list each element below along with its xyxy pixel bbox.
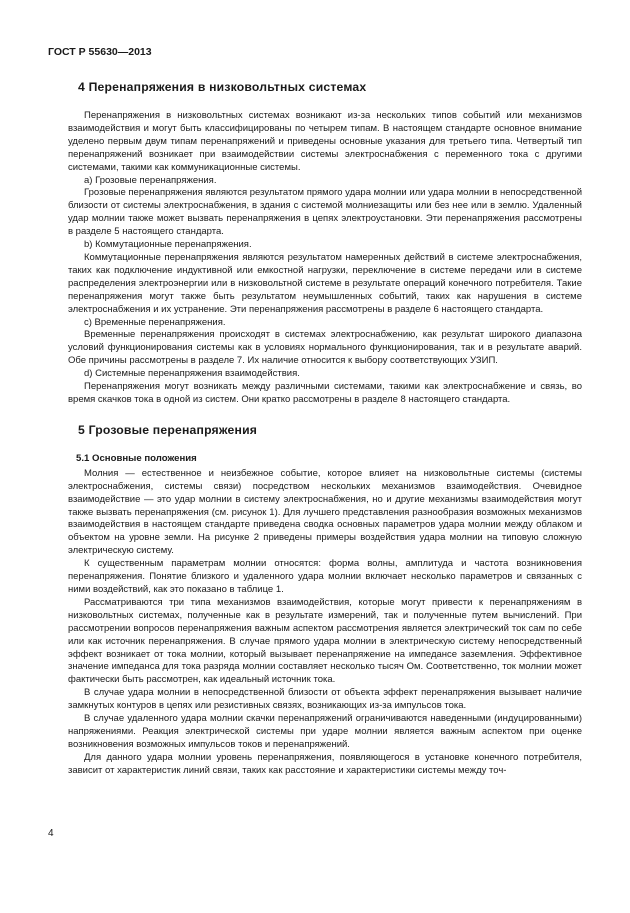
subsection-5-1-title: 5.1 Основные положения: [76, 452, 197, 464]
standard-code: ГОСТ Р 55630—2013: [48, 46, 152, 58]
paragraph: В случае удара молнии в непосредственной близости от объекта эффект перенапряжения вызывает наличие замкнутых контуров в цепях или резистивных связях, возникающих из-за импульсов тока.: [68, 687, 582, 712]
paragraph: В случае удаленного удара молнии скачки перенапряжений ограничиваются наведенными (индуцированными) напряжениями. Реакция электрической системы при ударе молнии является важным аспектом при оценке возникновения возможных импульсов токов и перенапряжений.: [68, 713, 582, 750]
paragraph: Перенапряжения могут возникать между различными системами, такими как электроснабжение и связь, во время скачков тока в одной из систем. Они кратко рассмотрены в разделе 8 настоящего стандарта.: [68, 381, 582, 405]
page-content: [68, 80, 582, 778]
section-4-title: 4 Перенапряжения в низковольтных системах: [78, 80, 367, 94]
section-5-title: 5 Грозовые перенапряжения: [78, 422, 258, 437]
list-item: а) Грозовые перенапряжения.: [84, 174, 217, 186]
page-number: 4: [48, 828, 54, 839]
paragraph: Временные перенапряжения происходят в системах электроснабжению, как результат широкого диапазона условий функционирования системы как в условиях нормального функционирования, так и в результате аварий. Обе причины рассмотрены в разделе 7. Их наличие относится к выбору соответствующих УЗИП.: [68, 329, 582, 367]
paragraph: Коммутационные перенапряжения являются результатом намеренных действий в системе электроснабжения, таких как подключение индуктивной или емкостной нагрузки, переключение в системе передачи или в системе распределения электроэнергии или в низковольтной системе в результате операций конечного потребителя. Такие перенапряжения могут также быть результатом неумышленных событий, таких как нарушения в системе электроснабжения и их устранение. Эти перенапряжения рассмотрены в разделе 6 настоящего стандарта.: [68, 251, 582, 315]
list-item: d) Системные перенапряжения взаимодействия.: [84, 368, 300, 380]
section-5-body: [68, 468, 582, 778]
section-4-body: [68, 110, 582, 407]
list-item: c) Временные перенапряжения.: [84, 316, 226, 328]
paragraph: Перенапряжения в низковольтных системах возникают из-за нескольких типов событий или механизмов взаимодействия и могут быть классифицированы по четырем типам. В настоящем стандарте основное внимание уделено первым двум типам перенапряжений и приведены основные указания для третьего типа. Четвертый тип перенапряжений возникает при взаимодействии системы электроснабжения с переменного тока с другими системами, такими как коммуникационные системы.: [68, 110, 582, 173]
paragraph: Молния — естественное и неизбежное событие, которое влияет на низковольтные системы (системы электроснабжения, системы связи) посредством нескольких механизмов взаимодействия. Очевидное взаимодействие — это удар молнии в систему электроснабжения, но и другие механизмы взаимодействия могут также вызвать перенапряжения (см. рисунок 1). Для лучшего представления разнообразия возможных механизмов взаимодействия в настоящем стандарте приведена сводка основных параметров удара молнии между облаком и объектом на уровне земли. На рисунке 2 приведены примеры воздействия удара молнии на типовую сложную электрическую систему.: [68, 467, 582, 557]
paragraph: Рассматриваются три типа механизмов взаимодействия, которые могут привести к перенапряжениям в низковольтных системах, полученные как в результате измерений, так и полученные путем вычислений. При рассмотрении вопросов перенапряжения важным аспектом рассмотрения является электрический ток сам по себе или как источник перенапряжения. В случае прямого удара молнии в электрическую систему непосредственный эффект возникает от тока молнии, который вызывает перенапряжение на импедансе заземления. Эффективное значение импеданса для тока разряда молнии составляет несколько тысяч Ом. Соответственно, ток молнии может фактически быть рассмотрен, как идеальный источник тока.: [68, 596, 582, 686]
paragraph: Грозовые перенапряжения являются результатом прямого удара молнии или удара молнии в непосредственной близости от системы электроснабжения, в здания с системой молниезащиты или без нее или в землю. Удаленный удар молнии также может вызвать перенапряжения в цепях электроустановки. Эти перенапряжения рассмотрены в разделе 5 настоящего стандарта.: [68, 187, 582, 238]
list-item: b) Коммутационные перенапряжения.: [84, 239, 252, 251]
paragraph: К существенным параметрам молнии относятся: форма волны, амплитуда и частота возникновения перенапряжения. Понятие близкого и удаленного удара молнии включает несколько параметров и связанных с ними воздействий, как это показано в таблице 1.: [68, 558, 582, 595]
paragraph: Для данного удара молнии уровень перенапряжения, появляющегося в установке конечного потребителя, зависит от характеристик линий связи, таких как расстояние и характеристики системы между точ-: [68, 751, 582, 776]
